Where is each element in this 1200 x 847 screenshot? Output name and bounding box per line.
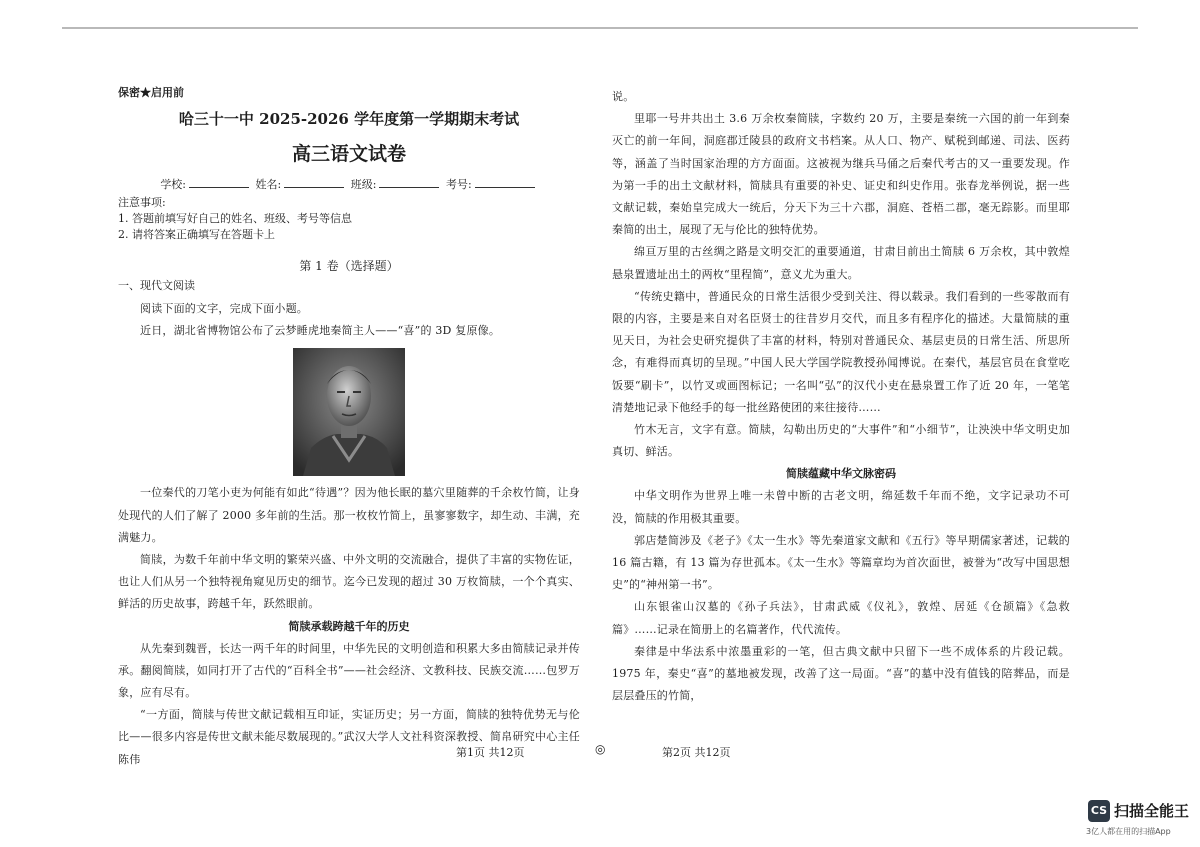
paragraph: “一方面，简牍与传世文献记载相互印证，实证历史；另一方面，简牍的独特优势无与伦比——很多内容是传世文献未能尽数展现的。”武汉大学人文社科资深教授、简帛研究中心主任陈伟 (118, 708, 580, 766)
paragraph: 中华文明作为世界上唯一未曾中断的古老文明，绵延数千年而不绝，文字记录功不可没，简牍的作用极其重要。 (612, 489, 1070, 525)
paragraph: 近日，湖北省博物馆公布了云梦睡虎地秦简主人——“喜”的 3D 复原像。 (140, 324, 501, 338)
center-mark: ◎ (595, 742, 606, 756)
name-label: 姓名: (255, 178, 282, 191)
left-column (118, 84, 580, 771)
section-heading: 一、现代文阅读 (118, 279, 195, 292)
subtitle: 简牍承载跨越千年的历史 (288, 619, 410, 633)
paragraph: 里耶一号井共出土 3.6 万余枚秦简牍，字数约 20 万，主要是秦统一六国的前一年到秦灭亡的前一年间，洞庭郡迁陵县的政府文书档案。从人口、物产、赋税到邮递、司法、医药等，涵盖了当时国家治理的方方面面。这被视为继兵马俑之后秦代考古的又一重要发现。作为第一手的出土文献材料，简牍具有重要的补史、证史和纠史作用。张春龙举例说，据一些文献记载，秦始皇完成大一统后，分天下为三十六郡，洞庭、苍梧二郡，毫无踪影。而里耶秦简的出土，展现了无与伦比的独特优势。 (612, 112, 1070, 237)
exam-title: 哈三十一中 2025-2026 学年度第一学期期末考试 (178, 110, 520, 128)
paragraph-continuation: 说。 (612, 90, 635, 103)
paragraph: 从先秦到魏晋，长达一两千年的时间里，中华先民的文明创造和积累大多由简牍记录并传承。翻阅简牍，如同打开了古代的“百科全书”——社会经济、文教科技、民族交流……包罗万象，应有尽有。 (118, 641, 580, 700)
student-info-line (118, 176, 580, 192)
paragraph: 一位秦代的刀笔小吏为何能有如此“待遇”？因为他长眠的墓穴里随葬的千余枚竹简，让身处现代的人们了解了 2000 多年前的生活。那一枚枚竹简上，虽寥寥数字，却生动、丰满，充满魅力。 (118, 486, 580, 544)
number-label: 考号: (445, 178, 472, 191)
paragraph: 简牍，为数千年前中华文明的繁荣兴盛、中外文明的交流融合，提供了丰富的实物佐证，也让人们从另一个独特视角窥见历史的细节。迄今已发现的超过 30 万枚简牍，一个个真实、鲜活的历史故事，跨越千年，跃然眼前。 (118, 553, 580, 611)
subtitle: 简牍蕴藏中华文脉密码 (786, 467, 896, 481)
secret-label: 保密★启用前 (118, 86, 184, 99)
school-label: 学校: (160, 178, 187, 191)
note-item: 1. 答题前填写好自己的姓名、班级、考号等信息 (118, 212, 352, 225)
school-blank[interactable] (189, 177, 249, 188)
paragraph: 秦律是中华法系中浓墨重彩的一笔，但古典文献中只留下一些不成体系的片段记载。1975 年，秦史“喜”的墓地被发现，改善了这一局面。“喜”的墓中没有值钱的陪葬品，而是层层叠压的竹简， (612, 644, 1070, 703)
name-blank[interactable] (284, 177, 344, 188)
class-blank[interactable] (379, 177, 439, 188)
paragraph: 山东银雀山汉墓的《孙子兵法》，甘肃武威《仪礼》，敦煌、居延《仓颉篇》《急救篇》……记录在简册上的名篇著作，代代流传。 (612, 600, 1070, 636)
page-number-right: 第2页 共12页 (662, 746, 731, 759)
paragraph: 竹木无言，文字有意。简牍，勾勒出历史的“大事件”和“小细节”，让泱泱中华文明史加真切、鲜活。 (612, 423, 1070, 459)
paper-title: 高三语文试卷 (291, 143, 406, 165)
paragraph: 郭店楚简涉及《老子》《太一生水》等先秦道家文献和《五行》等早期儒家著述，记载的 16 篇古籍，有 13 篇为存世孤本。《太一生水》等篇章均为首次面世，被誉为“改写中国思想史”的“神州第一书”。 (612, 533, 1070, 592)
paragraph: 阅读下面的文字，完成下面小题。 (140, 302, 308, 315)
paragraph: “传统史籍中，普通民众的日常生活很少受到关注、得以载录。我们看到的一些零散而有限的内容，主要是来自对名臣贤士的往昔岁月交代，而且多有程序化的描述。大量简牍的重见天日，为社会史研究提供了丰富的材料，特别对普通民众、基层吏员的日常生活、所思所念，有难得而真切的呈现。”中国人民大学国学院教授孙闻博说。在秦代，基层官员在食堂吃饭要“刷卡”，以竹叉或画图标记；一名叫“弘”的汉代小吏在悬泉置工作了近 20 年，一笔笔清楚地记录下他经手的每一批丝路使团的来往接待…… (612, 289, 1070, 414)
top-rule (62, 27, 1138, 29)
watermark-tagline: 3亿人都在用的扫描App (1086, 827, 1171, 836)
volume-heading: 第 1 卷（选择题） (299, 259, 399, 273)
watermark-brand: 扫描全能王 (1114, 802, 1190, 820)
number-blank[interactable] (475, 177, 535, 188)
class-label: 班级: (350, 178, 377, 191)
portrait-image (293, 348, 405, 476)
paragraph: 绵亘万里的古丝绸之路是文明交汇的重要通道，甘肃目前出土简牍 6 万余枚，其中敦煌悬泉置遗址出土的两枚“里程简”，意义尤为重大。 (612, 245, 1070, 281)
camscanner-logo-icon: CS (1088, 800, 1110, 822)
notes-title: 注意事项: (118, 196, 166, 209)
right-column (612, 86, 1070, 707)
page-number-left: 第1页 共12页 (456, 746, 525, 759)
note-item: 2. 请将答案正确填写在答题卡上 (118, 228, 275, 241)
